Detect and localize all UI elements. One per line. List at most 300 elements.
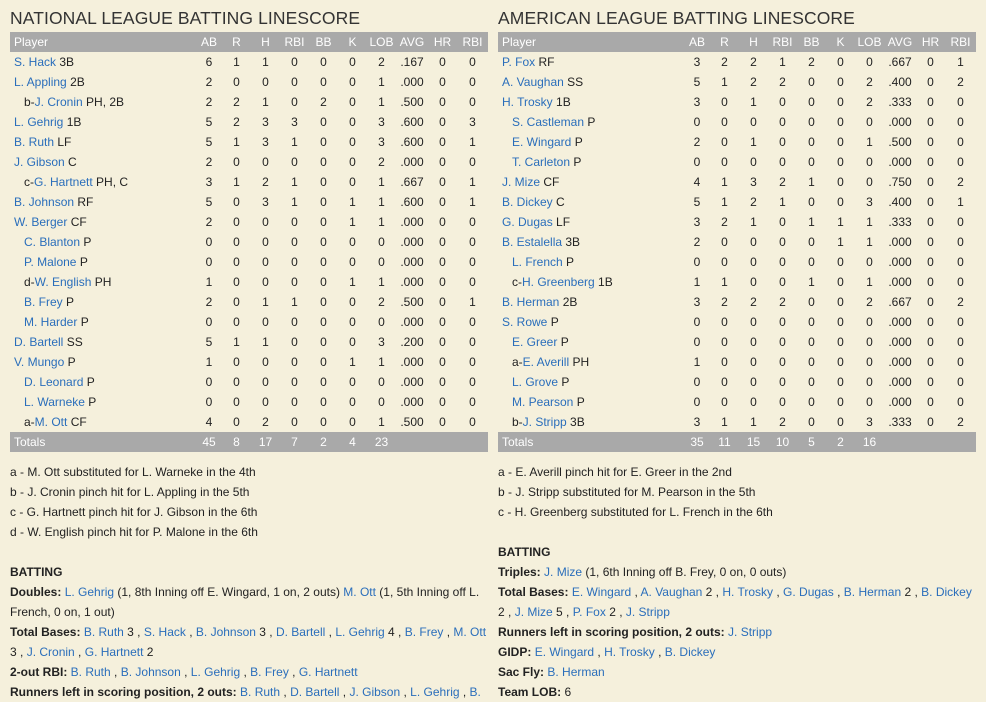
stat-ab: 0 — [693, 255, 701, 269]
stat-hr: 0 — [927, 415, 934, 429]
player-position: 1B — [598, 275, 613, 289]
stat-h: 0 — [262, 315, 269, 329]
stat-detail: (1, 8th Inning off E. Wingard, 1 on, 2 outs) — [114, 585, 344, 599]
stat-detail: , — [74, 645, 85, 659]
stat-k: 0 — [349, 295, 356, 309]
stat-avg: .750 — [888, 175, 912, 189]
stat-ab: 0 — [205, 395, 213, 409]
stat-lob: 1 — [378, 175, 385, 189]
stat-rbi2: 0 — [957, 375, 964, 389]
player-link[interactable]: G. Hartnett — [298, 665, 358, 679]
al-col-header[interactable]: K — [826, 32, 855, 52]
player-link[interactable]: B. Johnson — [14, 195, 75, 209]
stat-h: 3 — [262, 195, 269, 209]
player-link[interactable]: L. French — [512, 255, 563, 269]
al-player-cell — [498, 192, 684, 212]
stat-k: 0 — [837, 315, 844, 329]
stat-ab: 2 — [205, 95, 213, 109]
al-col-header[interactable]: HR — [916, 32, 945, 52]
player-link[interactable]: B. Herman — [502, 295, 560, 309]
nl-totals-row — [10, 432, 488, 452]
stat-rbi2: 1 — [957, 195, 964, 209]
stat-k: 0 — [349, 255, 356, 269]
stat-avg: .500 — [888, 135, 912, 149]
stat-r: 0 — [721, 375, 728, 389]
nl-col-header[interactable]: R — [222, 32, 251, 52]
stat-r: 0 — [233, 155, 240, 169]
stat-detail: , — [773, 585, 784, 599]
stat-bb: 0 — [320, 275, 327, 289]
stat-rbi: 0 — [779, 335, 786, 349]
stat-r: 1 — [233, 335, 240, 349]
player-position: PH, 2B — [86, 95, 125, 109]
stat-hr: 0 — [439, 195, 446, 209]
nl-col-header[interactable]: RBI — [280, 32, 309, 52]
stat-h: 2 — [262, 175, 269, 189]
stat-r: 0 — [233, 395, 240, 409]
nl-player-cell — [10, 92, 196, 112]
stat-lob: 1 — [378, 275, 385, 289]
stat-rbi2: 0 — [469, 275, 476, 289]
stat-ab: 0 — [693, 395, 701, 409]
stat-h: 0 — [262, 215, 269, 229]
player-position: P — [587, 115, 596, 129]
stat-k: 1 — [349, 215, 356, 229]
stat-k: 1 — [349, 355, 356, 369]
nl-player-cell — [10, 312, 196, 332]
nl-player-row — [10, 152, 488, 172]
nl-player-cell — [10, 272, 196, 292]
nl-player-cell — [10, 332, 196, 352]
player-link[interactable]: P. Malone — [24, 255, 77, 269]
stat-detail: 2 , — [605, 605, 626, 619]
stat-h: 0 — [750, 155, 757, 169]
player-link[interactable]: B. Frey — [250, 665, 289, 679]
player-link[interactable]: J. Gibson — [14, 155, 65, 169]
player-position: P — [79, 255, 88, 269]
player-link[interactable]: D. Bartell — [14, 335, 64, 349]
player-link[interactable]: V. Mungo — [14, 355, 65, 369]
player-link[interactable]: A. Vaughan — [640, 585, 703, 599]
player-link[interactable]: H. Trosky — [722, 585, 774, 599]
stat-avg: .000 — [400, 255, 424, 269]
player-link[interactable]: J. Cronin — [34, 95, 83, 109]
player-link[interactable]: S. Rowe — [502, 315, 548, 329]
stat-detail: 2 , — [901, 585, 922, 599]
stat-avg: .000 — [400, 315, 424, 329]
stat-avg: .000 — [400, 275, 424, 289]
player-link[interactable]: S. Hack — [143, 625, 186, 639]
stat-lob: 1 — [378, 355, 385, 369]
stat-detail: , — [654, 645, 665, 659]
player-position: 2B — [70, 75, 85, 89]
total-empty — [884, 432, 916, 452]
total-ab: 45 — [196, 432, 222, 452]
stat-rbi2: 0 — [957, 95, 964, 109]
player-link[interactable]: L. Appling — [14, 75, 67, 89]
stat-r: 2 — [721, 55, 728, 69]
nl-player-row — [10, 212, 488, 232]
stat-k: 0 — [837, 415, 844, 429]
stat-bb: 0 — [320, 295, 327, 309]
nl-col-header[interactable]: Player — [10, 32, 196, 52]
al-col-header[interactable]: AVG — [884, 32, 916, 52]
stat-rbi: 0 — [291, 395, 298, 409]
nl-player-cell — [10, 392, 196, 412]
player-link[interactable]: J. Stripp — [522, 415, 567, 429]
player-position: P — [576, 395, 585, 409]
nl-stat-line — [10, 682, 488, 702]
stat-ab: 4 — [693, 175, 701, 189]
stat-ab: 0 — [693, 155, 701, 169]
sub-prefix: b- — [24, 95, 35, 109]
stat-rbi: 0 — [291, 215, 298, 229]
stat-detail: , — [180, 665, 191, 679]
player-link[interactable]: A. Vaughan — [502, 75, 564, 89]
nl-col-header[interactable]: LOB — [367, 32, 396, 52]
stat-r: 2 — [233, 115, 240, 129]
stat-ab: 5 — [693, 75, 701, 89]
al-col-header[interactable]: RBI — [945, 32, 976, 52]
player-link[interactable]: E. Greer — [512, 335, 558, 349]
nl-player-row — [10, 72, 488, 92]
stat-label: Runners left in scoring position, 2 outs: — [498, 625, 725, 639]
nl-col-header[interactable]: K — [338, 32, 367, 52]
stat-rbi: 0 — [779, 355, 786, 369]
stat-h: 1 — [750, 135, 757, 149]
stat-lob: 1 — [866, 275, 873, 289]
player-position: P — [67, 355, 76, 369]
stat-avg: .000 — [400, 375, 424, 389]
stat-rbi: 1 — [779, 55, 786, 69]
stat-lob: 0 — [378, 395, 385, 409]
nl-player-cell — [10, 372, 196, 392]
stat-r: 1 — [721, 195, 728, 209]
sub-prefix: a- — [24, 415, 35, 429]
stat-ab: 1 — [693, 355, 701, 369]
player-link[interactable]: L. Gehrig — [190, 665, 241, 679]
al-col-header[interactable]: BB — [797, 32, 826, 52]
al-player-row — [498, 52, 976, 72]
player-link[interactable]: M. Harder — [24, 315, 78, 329]
nl-player-cell — [10, 192, 196, 212]
footnote: c - H. Greenberg substituted for L. French in the 6th — [498, 505, 773, 519]
stat-rbi2: 0 — [469, 375, 476, 389]
player-link[interactable]: M. Pearson — [512, 395, 574, 409]
al-player-row — [498, 412, 976, 432]
player-link[interactable]: E. Wingard — [534, 645, 595, 659]
stat-detail: , — [400, 685, 411, 699]
player-link[interactable]: B. Estalella — [502, 235, 563, 249]
player-position: 3B — [59, 55, 75, 69]
nl-player-row — [10, 332, 488, 352]
stat-bb: 0 — [320, 255, 327, 269]
player-link[interactable]: D. Leonard — [24, 375, 84, 389]
player-link[interactable]: J. Mize — [514, 605, 553, 619]
stat-k: 0 — [349, 75, 356, 89]
player-link[interactable]: H. Trosky — [502, 95, 553, 109]
al-col-header[interactable]: R — [710, 32, 739, 52]
player-link[interactable]: P. Fox — [572, 605, 606, 619]
stat-h: 0 — [262, 255, 269, 269]
stat-k: 0 — [837, 275, 844, 289]
nl-col-header[interactable]: AVG — [396, 32, 428, 52]
player-link[interactable]: M. Ott — [34, 415, 68, 429]
player-link[interactable]: L. Gehrig — [335, 625, 385, 639]
player-link[interactable]: S. Hack — [14, 55, 57, 69]
stat-h: 1 — [750, 95, 757, 109]
stat-rbi: 0 — [291, 95, 298, 109]
stat-rbi2: 0 — [957, 115, 964, 129]
stat-lob: 0 — [866, 155, 873, 169]
stat-hr: 0 — [439, 295, 446, 309]
stat-bb: 0 — [320, 235, 327, 249]
footnote: b - J. Cronin pinch hit for L. Appling in the 5th — [10, 485, 250, 499]
player-link[interactable]: B. Frey — [404, 625, 444, 639]
nl-player-cell — [10, 352, 196, 372]
stat-label: Doubles: — [10, 585, 62, 599]
stat-lob: 0 — [866, 175, 873, 189]
stat-r: 1 — [721, 75, 728, 89]
nl-player-row — [10, 172, 488, 192]
stat-hr: 0 — [927, 275, 934, 289]
stat-hr: 0 — [927, 355, 934, 369]
stat-h: 0 — [750, 355, 757, 369]
stat-lob: 0 — [378, 235, 385, 249]
al-player-cell — [498, 172, 684, 192]
player-link[interactable]: E. Wingard — [512, 135, 572, 149]
player-link[interactable]: J. Stripp — [728, 625, 773, 639]
player-link[interactable]: J. Cronin — [26, 645, 75, 659]
player-link[interactable]: B. Herman — [843, 585, 902, 599]
player-position: P — [88, 395, 97, 409]
player-link[interactable]: L. Grove — [512, 375, 559, 389]
player-link[interactable]: L. Gehrig — [14, 115, 64, 129]
player-position: CF — [70, 215, 87, 229]
stat-lob: 0 — [866, 355, 873, 369]
player-link[interactable]: B. — [469, 685, 481, 699]
stat-ab: 2 — [693, 235, 701, 249]
stat-lob: 2 — [378, 55, 385, 69]
player-link[interactable]: J. Stripp — [625, 605, 670, 619]
nl-col-header[interactable]: AB — [196, 32, 222, 52]
player-link[interactable]: B. Herman — [547, 665, 605, 679]
player-link[interactable]: B. Ruth — [14, 135, 55, 149]
stat-h: 0 — [262, 235, 269, 249]
al-stat-line — [498, 682, 976, 702]
al-stat-line — [498, 642, 976, 662]
al-col-header[interactable]: AB — [684, 32, 710, 52]
sub-prefix: c- — [24, 175, 34, 189]
player-position: SS — [66, 335, 83, 349]
stat-avg: .600 — [400, 195, 424, 209]
nl-player-cell — [10, 212, 196, 232]
al-player-cell — [498, 112, 684, 132]
al-col-header[interactable]: H — [739, 32, 768, 52]
player-link[interactable]: H. Greenberg — [522, 275, 595, 289]
stat-hr: 0 — [439, 75, 446, 89]
stat-detail: , — [443, 625, 454, 639]
player-link[interactable]: B. Frey — [24, 295, 63, 309]
player-link[interactable]: B. Ruth — [83, 625, 124, 639]
player-link[interactable]: T. Carleton — [512, 155, 571, 169]
player-link[interactable]: B. Ruth — [70, 665, 111, 679]
player-link[interactable]: G. Dugas — [502, 215, 553, 229]
al-title: AMERICAN LEAGUE BATTING LINESCORE — [498, 8, 855, 28]
player-link[interactable]: D. Bartell — [290, 685, 340, 699]
stat-lob: 0 — [866, 55, 873, 69]
stat-rbi: 0 — [779, 255, 786, 269]
stat-bb: 0 — [320, 355, 327, 369]
nl-title: NATIONAL LEAGUE BATTING LINESCORE — [10, 8, 361, 28]
stat-rbi: 0 — [779, 215, 786, 229]
total-r: 8 — [222, 432, 251, 452]
total-bb: 5 — [797, 432, 826, 452]
player-link[interactable]: C. Blanton — [24, 235, 81, 249]
stat-bb: 1 — [808, 215, 815, 229]
stat-lob: 2 — [378, 295, 385, 309]
stat-lob: 1 — [378, 415, 385, 429]
player-link[interactable]: S. Castleman — [512, 115, 585, 129]
stat-ab: 2 — [205, 75, 213, 89]
stat-rbi: 1 — [291, 295, 298, 309]
stat-rbi: 2 — [779, 415, 786, 429]
stat-avg: .000 — [400, 395, 424, 409]
total-lob: 23 — [367, 432, 396, 452]
stat-r: 2 — [233, 95, 240, 109]
stat-avg: .000 — [888, 355, 912, 369]
nl-col-header[interactable]: BB — [309, 32, 338, 52]
stat-ab: 0 — [693, 335, 701, 349]
stat-rbi: 0 — [779, 95, 786, 109]
nl-player-cell — [10, 232, 196, 252]
stat-bb: 0 — [808, 75, 815, 89]
stat-bb: 0 — [808, 115, 815, 129]
stat-rbi2: 0 — [469, 95, 476, 109]
player-link[interactable]: L. Gehrig — [410, 685, 460, 699]
stat-lob: 0 — [866, 335, 873, 349]
total-r: 11 — [710, 432, 739, 452]
stat-rbi: 0 — [291, 75, 298, 89]
stat-k: 0 — [837, 155, 844, 169]
stat-rbi2: 0 — [469, 315, 476, 329]
stat-r: 0 — [233, 255, 240, 269]
stat-h: 0 — [750, 275, 757, 289]
player-link[interactable]: W. Berger — [14, 215, 68, 229]
stat-lob: 2 — [866, 75, 873, 89]
stat-avg: .000 — [888, 275, 912, 289]
stat-rbi2: 0 — [469, 75, 476, 89]
player-link[interactable]: E. Averill — [522, 355, 570, 369]
player-link[interactable]: L. Gehrig — [64, 585, 115, 599]
stat-bb: 0 — [808, 375, 815, 389]
al-player-cell — [498, 152, 684, 172]
player-link[interactable]: M. Ott — [453, 625, 487, 639]
al-player-cell — [498, 72, 684, 92]
player-link[interactable]: B. Dickey — [664, 645, 716, 659]
stat-lob: 1 — [866, 235, 873, 249]
al-batting-heading: BATTING — [498, 545, 551, 559]
stat-bb: 0 — [808, 415, 815, 429]
player-link[interactable]: G. Hartnett — [34, 175, 93, 189]
stat-ab: 5 — [205, 115, 213, 129]
player-link[interactable]: H. Trosky — [604, 645, 655, 659]
player-link[interactable]: B. Johnson — [120, 665, 181, 679]
footnote: b - J. Stripp substituted for M. Pearson in the 5th — [498, 485, 756, 499]
stat-k: 0 — [837, 255, 844, 269]
nl-col-header[interactable]: HR — [428, 32, 457, 52]
stat-bb: 0 — [320, 415, 327, 429]
player-link[interactable]: E. Wingard — [571, 585, 632, 599]
stat-label: 2-out RBI: — [10, 665, 68, 679]
player-link[interactable]: B. Dickey — [502, 195, 553, 209]
player-link[interactable]: G. Dugas — [783, 585, 834, 599]
stat-hr: 0 — [439, 275, 446, 289]
stat-k: 0 — [349, 135, 356, 149]
stat-detail: , — [280, 685, 291, 699]
stat-k: 0 — [837, 355, 844, 369]
stat-rbi: 1 — [779, 195, 786, 209]
stat-hr: 0 — [439, 155, 446, 169]
player-link[interactable]: B. Johnson — [195, 625, 256, 639]
al-player-cell — [498, 372, 684, 392]
player-link[interactable]: J. Gibson — [349, 685, 401, 699]
stat-bb: 0 — [808, 155, 815, 169]
player-link[interactable]: D. Bartell — [275, 625, 326, 639]
stat-avg: .000 — [400, 215, 424, 229]
stat-k: 0 — [349, 155, 356, 169]
stat-avg: .000 — [400, 155, 424, 169]
stat-rbi2: 2 — [957, 295, 964, 309]
nl-col-header[interactable]: H — [251, 32, 280, 52]
stat-r: 1 — [721, 175, 728, 189]
nl-player-row — [10, 252, 488, 272]
stat-avg: .000 — [888, 315, 912, 329]
stat-hr: 0 — [927, 255, 934, 269]
player-link[interactable]: J. Mize — [544, 565, 583, 579]
stat-ab: 2 — [205, 295, 213, 309]
al-stat-line — [498, 622, 976, 642]
player-link[interactable]: J. Mize — [502, 175, 541, 189]
al-col-header[interactable]: Player — [498, 32, 684, 52]
stat-detail: , — [325, 625, 336, 639]
player-link[interactable]: P. Fox — [502, 55, 536, 69]
stat-detail: 5 , — [552, 605, 573, 619]
stat-avg: .400 — [888, 75, 912, 89]
stat-r: 0 — [233, 295, 240, 309]
stat-rbi2: 0 — [469, 255, 476, 269]
player-link[interactable]: G. Hartnett — [84, 645, 144, 659]
nl-player-row — [10, 372, 488, 392]
player-link[interactable]: L. Warneke — [24, 395, 85, 409]
stat-ab: 3 — [693, 95, 701, 109]
player-link[interactable]: M. Ott — [343, 585, 376, 599]
nl-batting-section — [10, 562, 488, 702]
stat-ab: 5 — [205, 135, 213, 149]
al-player-cell — [498, 92, 684, 112]
stat-h: 0 — [262, 75, 269, 89]
player-link[interactable]: B. Dickey — [921, 585, 972, 599]
nl-col-header[interactable]: RBI — [457, 32, 488, 52]
al-col-header[interactable]: RBI — [768, 32, 797, 52]
stat-hr: 0 — [927, 115, 934, 129]
stat-k: 1 — [837, 235, 844, 249]
player-link[interactable]: B. Ruth — [240, 685, 281, 699]
player-position: P — [80, 315, 89, 329]
al-col-header[interactable]: LOB — [855, 32, 884, 52]
player-link[interactable]: W. English — [34, 275, 92, 289]
nl-stat-line — [10, 662, 488, 682]
